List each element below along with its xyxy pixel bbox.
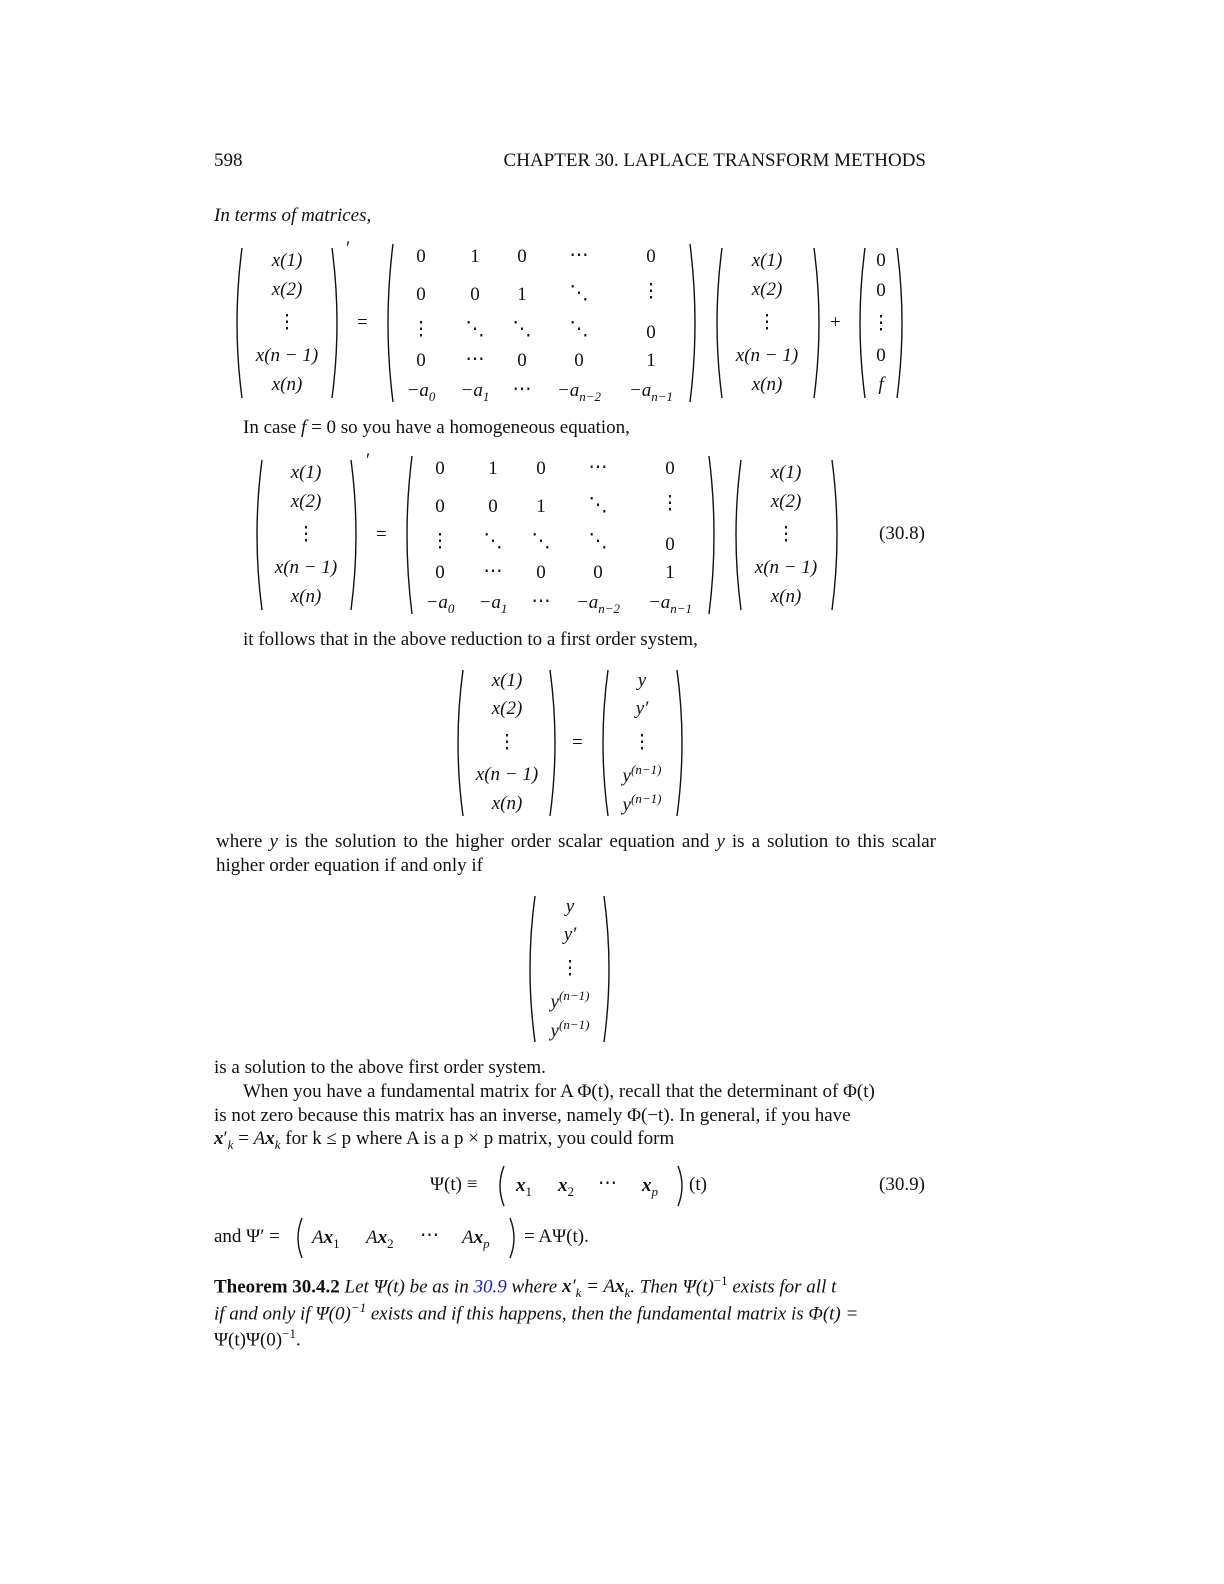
left-paren [525, 896, 537, 1042]
vec-entry: x(n) [770, 586, 802, 607]
psi-prime-rhs: = AΨ(t). [524, 1226, 589, 1247]
matrix-entry: 1 [646, 350, 656, 371]
matrix-entry: $-a_0$ [406, 380, 436, 404]
column-axp: $Ax_p$ [462, 1227, 490, 1251]
vec-entry: x(1) [770, 462, 802, 483]
matrix-entry: ⋯ [483, 561, 503, 582]
matrix-entry: $-a_1$ [478, 592, 508, 616]
vec-entry: y [565, 896, 575, 917]
matrix-entry: 0 [574, 350, 584, 371]
column-x2: $x_2$ [558, 1175, 574, 1199]
column-dots: ⋯ [420, 1225, 439, 1246]
vec-entry: y′ [563, 924, 577, 945]
forcing-entry: ⋮ [871, 313, 891, 334]
matrix-entry: 0 [536, 458, 546, 479]
matrix-entry: 0 [665, 458, 675, 479]
lhs-entry: x(n − 1) [475, 764, 539, 785]
paragraph-fundamental-line1: When you have a fundamental matrix for A Φ(t), recall that the determinant of Φ(t) [243, 1081, 875, 1102]
matrix-entry: 0 [435, 496, 445, 517]
vec-entry: x(n − 1) [735, 345, 799, 366]
vec-entry: $y^{(n-1)}$ [550, 1017, 590, 1042]
paragraph-homogeneous: In case f = 0 so you have a homogeneous equation, [243, 417, 630, 438]
matrix-entry: ⋯ [465, 349, 485, 370]
left-paren [855, 248, 867, 398]
vec-entry: ⋮ [560, 958, 580, 979]
matrix-entry: 0 [416, 350, 426, 371]
forcing-entry: 0 [876, 250, 886, 271]
theorem-label: Theorem 30.4.2 [214, 1276, 340, 1298]
matrix-entry: $-a_{n-1}$ [628, 380, 674, 404]
lhs-entry: x(2) [271, 279, 303, 300]
left-paren [232, 248, 244, 398]
lhs-entry: ⋮ [497, 732, 517, 753]
right-paren [508, 1218, 518, 1258]
left-paren [402, 456, 414, 614]
matrix-entry: ⋱ [569, 283, 589, 304]
lhs-entry: x(n − 1) [255, 345, 319, 366]
matrix-entry: 0 [435, 562, 445, 583]
matrix-entry: ⋯ [531, 591, 551, 612]
running-head: CHAPTER 30. LAPLACE TRANSFORM METHODS [503, 150, 926, 171]
matrix-entry: 0 [470, 284, 480, 305]
matrix-entry: 0 [536, 562, 546, 583]
vec-entry: x(2) [770, 491, 802, 512]
matrix-entry: ⋯ [569, 245, 589, 266]
intro-text: In terms of matrices, [214, 205, 372, 226]
lhs-entry: x(n) [290, 586, 322, 607]
right-paren [895, 248, 907, 398]
matrix-entry: $-a_{n-1}$ [647, 592, 693, 616]
matrix-entry: 0 [435, 458, 445, 479]
paragraph-reduction: it follows that in the above reduction to a first order system, [243, 629, 698, 650]
matrix-entry: ⋱ [588, 495, 608, 516]
prime-mark: ′ [366, 450, 371, 471]
equals-sign: = [376, 524, 387, 545]
page-number: 598 [214, 150, 243, 171]
rhs-entry: y [637, 670, 647, 691]
matrix-entry: $-a_{n-2}$ [575, 592, 621, 616]
paragraph-solution: where y is the solution to the higher order scalar equation and y is a solution to this scalar higher order equation if and only if [216, 831, 936, 876]
theorem-line2: if and only if $\Psi(0)^{-1}$ exists and if this happens, then the fundamental matrix is Φ(t) = [214, 1300, 859, 1325]
psi-definition-lhs: Ψ(t) ≡ [430, 1174, 478, 1195]
left-paren [294, 1218, 304, 1258]
forcing-entry: f [878, 374, 884, 395]
prime-mark: ′ [346, 238, 351, 259]
vec-entry: x(n) [751, 374, 783, 395]
right-paren [675, 670, 687, 816]
lhs-entry: x(1) [290, 462, 322, 483]
right-paren [688, 244, 700, 402]
left-paren [453, 670, 465, 816]
vec-entry: x(2) [751, 279, 783, 300]
right-paren [330, 248, 342, 398]
lhs-entry: x(n) [271, 374, 303, 395]
rhs-entry: y′ [635, 698, 649, 719]
column-ax2: $Ax_2$ [366, 1227, 394, 1251]
equation-ref-link[interactable]: 30.9 [473, 1276, 507, 1298]
paragraph-first-order: is a solution to the above first order system. [214, 1057, 546, 1078]
matrix-entry: 0 [593, 562, 603, 583]
matrix-entry: 0 [646, 322, 656, 343]
matrix-entry: ⋮ [430, 531, 450, 552]
rhs-entry: $y^{(n-1)}$ [622, 791, 662, 816]
left-paren [496, 1166, 506, 1206]
lhs-entry: x(2) [290, 491, 322, 512]
paragraph-fundamental-line3: $x'_k = Ax_k$ for k ≤ p where A is a p × p matrix, you could form [214, 1128, 675, 1152]
matrix-entry: 0 [488, 496, 498, 517]
matrix-entry: ⋮ [411, 319, 431, 340]
matrix-entry: ⋱ [483, 531, 503, 552]
left-paren [712, 248, 724, 398]
matrix-entry: 1 [488, 458, 498, 479]
right-paren [830, 460, 842, 610]
matrix-entry: $-a_0$ [425, 592, 455, 616]
matrix-entry: 1 [665, 562, 675, 583]
matrix-entry: 0 [665, 534, 675, 555]
lhs-entry: x(n − 1) [274, 557, 338, 578]
matrix-entry: ⋯ [512, 379, 532, 400]
right-paren [349, 460, 361, 610]
right-paren [812, 248, 824, 398]
matrix-entry: ⋮ [660, 493, 680, 514]
matrix-entry: $-a_{n-2}$ [556, 380, 602, 404]
matrix-entry: ⋱ [465, 319, 485, 340]
left-paren [598, 670, 610, 816]
lhs-entry: ⋮ [296, 524, 316, 545]
column-x1: $x_1$ [516, 1175, 532, 1199]
forcing-entry: 0 [876, 280, 886, 301]
rhs-entry: $y^{(n-1)}$ [622, 762, 662, 787]
matrix-entry: 1 [470, 246, 480, 267]
matrix-entry: 0 [517, 246, 527, 267]
right-paren [602, 896, 614, 1042]
equation-label: (30.8) [879, 523, 925, 544]
matrix-entry: 0 [517, 350, 527, 371]
equals-sign: = [357, 312, 368, 333]
lhs-entry: ⋮ [277, 312, 297, 333]
matrix-entry: ⋯ [588, 457, 608, 478]
vec-entry: $y^{(n-1)}$ [550, 988, 590, 1013]
psi-prime-lhs: and Ψ′ = [214, 1226, 280, 1247]
matrix-entry: $-a_1$ [460, 380, 490, 404]
psi-argument: (t) [689, 1174, 707, 1195]
column-dots: ⋯ [598, 1173, 617, 1194]
left-paren [731, 460, 743, 610]
matrix-entry: 1 [517, 284, 527, 305]
theorem-line3: $\Psi(t)\Psi(0)^{-1}$. [214, 1326, 301, 1351]
theorem-line1: Theorem 30.4.2 Let Ψ(t) be as in 30.9 where $x'_k = Ax_k$. Then $\Psi(t)^{-1}$ exists for all t [214, 1273, 837, 1301]
left-paren [383, 244, 395, 402]
matrix-entry: ⋱ [569, 319, 589, 340]
paragraph-fundamental-line2: is not zero because this matrix has an inverse, namely Φ(−t). In general, if you have [214, 1105, 851, 1126]
right-paren [676, 1166, 686, 1206]
column-ax1: $Ax_1$ [312, 1227, 340, 1251]
lhs-entry: x(2) [491, 698, 523, 719]
lhs-entry: x(n) [491, 793, 523, 814]
vec-entry: x(1) [751, 250, 783, 271]
right-paren [548, 670, 560, 816]
forcing-entry: 0 [876, 345, 886, 366]
equals-sign: = [572, 732, 583, 753]
vec-entry: ⋮ [776, 524, 796, 545]
lhs-entry: x(1) [491, 670, 523, 691]
equation-label: (30.9) [879, 1174, 925, 1195]
vec-entry: ⋮ [757, 312, 777, 333]
vec-entry: x(n − 1) [754, 557, 818, 578]
matrix-entry: ⋱ [512, 319, 532, 340]
matrix-entry: 0 [416, 246, 426, 267]
rhs-entry: ⋮ [632, 732, 652, 753]
right-paren [707, 456, 719, 614]
plus-sign: + [830, 312, 841, 333]
matrix-entry: ⋱ [588, 531, 608, 552]
column-xp: $x_p$ [642, 1175, 658, 1199]
matrix-entry: 0 [416, 284, 426, 305]
matrix-entry: 0 [646, 246, 656, 267]
lhs-entry: x(1) [271, 250, 303, 271]
left-paren [252, 460, 264, 610]
matrix-entry: 1 [536, 496, 546, 517]
matrix-entry: ⋮ [641, 281, 661, 302]
matrix-entry: ⋱ [531, 531, 551, 552]
